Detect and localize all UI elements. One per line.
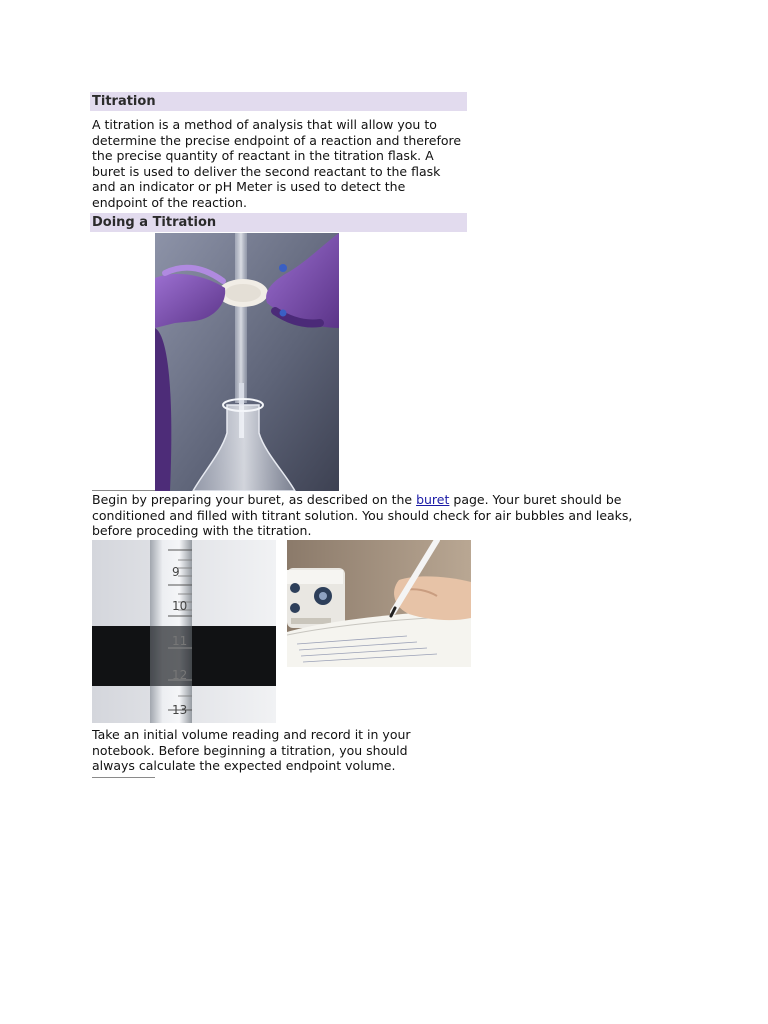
titration-intro-paragraph: A titration is a method of analysis that will allow you to determine the precise endpoint of a reaction and therefore the precise quantity of reactant in the titration flask. A buret is used to deliver the second reactant to the flask and an indicator or pH Meter is used to detect the endpoint of the reaction. [92,117,462,210]
step1-paragraph [92,492,672,539]
horizontal-rule [92,490,155,491]
buret-tick-label: 9 [172,565,180,579]
buret-tick-label: 12 [172,668,188,682]
step1-text-after: page. Your buret should be conditioned and filled with titrant solution. You should check for air bubbles and leaks, before proceding with the titration. [92,492,633,539]
buret-tick-label: 13 [172,703,188,717]
section-heading-doing-a-titration: Doing a Titration [90,213,467,232]
buret-reading-photo [92,540,276,723]
buret-link[interactable]: buret [416,492,450,507]
step1-text-before: Begin by preparing your buret, as described on the [92,492,417,507]
buret-tick-label: 10 [172,599,188,613]
notebook-writing-photo [287,540,471,667]
horizontal-rule [92,777,155,778]
step2-paragraph: Take an initial volume reading and record it in your notebook. Before beginning a titration, you should always calculate the expected endpoint volume. [92,727,411,774]
stopcock-flask-photo [155,233,339,491]
buret-tick-label: 11 [172,634,188,648]
section-heading-titration: Titration [90,92,467,111]
